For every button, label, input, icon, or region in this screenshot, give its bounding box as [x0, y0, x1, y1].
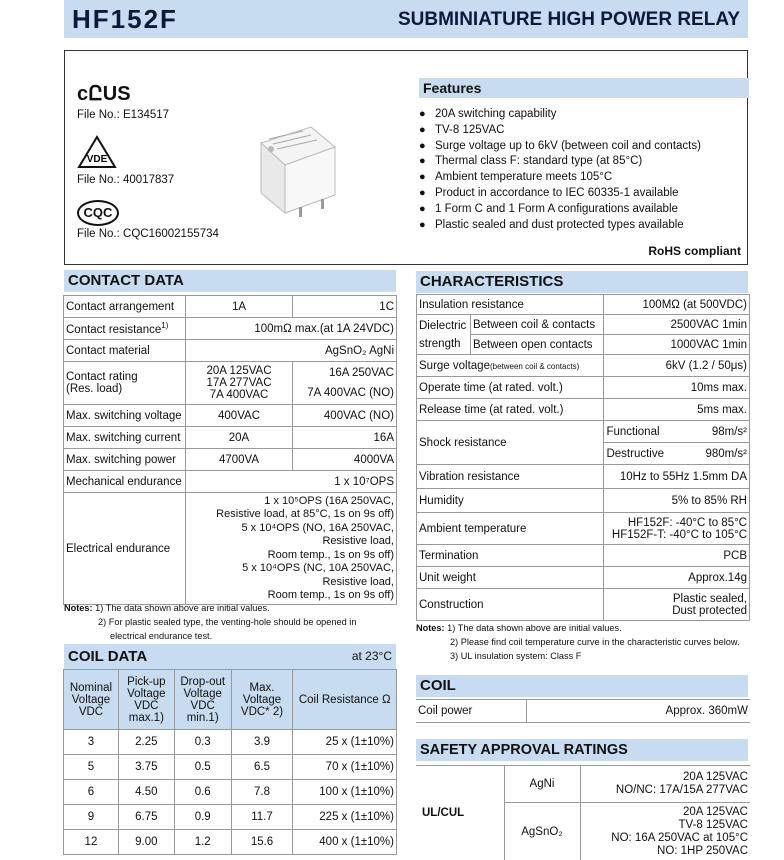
row-label: Operate time (at rated. volt.)	[417, 377, 604, 399]
note-text: 1) The data shown above are initial values.	[447, 623, 622, 633]
value-line: HF152F-T: -40°C to 105°C	[611, 528, 747, 541]
ul-logo: cԸUS	[77, 83, 131, 105]
nominal-voltage: 3	[64, 730, 119, 755]
row-value: 1 x 10⁷OPS	[185, 471, 396, 493]
pickup-voltage: 3.75	[118, 755, 174, 780]
table-row	[64, 449, 397, 471]
features-title: Features	[419, 78, 749, 98]
dropout-voltage: 0.5	[174, 755, 231, 780]
contact-data-table	[63, 295, 397, 605]
column-header: Drop-out Voltage VDC min.1)	[174, 670, 231, 730]
cqc-logo: CQC	[77, 200, 119, 226]
coil-resistance: 70 x (1±10%)	[293, 755, 397, 780]
characteristics-notes	[416, 621, 761, 663]
model-title: HF152F	[72, 4, 178, 34]
feature-item: ● Plastic sealed and dust protected types available	[419, 218, 749, 234]
rating-value	[580, 766, 750, 803]
vde-file-no: File No.: 40017837	[77, 174, 175, 186]
pickup-voltage: 9.00	[118, 830, 174, 855]
feature-item: ● Ambient temperature meets 105°C	[419, 170, 749, 186]
value-1a: 20A	[185, 427, 293, 449]
value-line: NO: 16A 250VAC at 105°C	[611, 831, 748, 844]
relay-image	[255, 121, 339, 221]
row-label: Mechanical endurance	[64, 471, 186, 493]
table-header-row	[64, 670, 397, 730]
row-value: 5ms max.	[604, 399, 750, 421]
row-label: Termination	[417, 545, 604, 567]
value-1c: 16A	[293, 427, 397, 449]
characteristics-table	[416, 294, 750, 621]
pickup-voltage: 6.75	[118, 805, 174, 830]
group-label: UL/CUL	[416, 766, 504, 860]
table-row	[417, 315, 750, 335]
note-line: electrical endurance test.	[110, 631, 213, 641]
features-list	[419, 107, 749, 233]
column-header: Nominal Voltage VDC	[64, 670, 119, 730]
coil-resistance: 100 x (1±10%)	[293, 780, 397, 805]
cqc-file-no: File No.: CQC16002155734	[77, 228, 219, 240]
value-line: 16A 250VAC	[328, 367, 394, 379]
value-1a: 400VAC	[185, 405, 293, 427]
contact-notes	[64, 601, 399, 643]
safety-table	[416, 765, 750, 860]
safety-title: SAFETY APPROVAL RATINGS	[416, 739, 748, 761]
table-row	[417, 489, 750, 513]
row-label: Max. switching current	[64, 427, 186, 449]
value-line: NO/NC: 17A/15A 277VAC	[615, 784, 748, 796]
material-label: AgNi	[504, 766, 580, 803]
row-value: AgSnO₂ AgNi	[185, 340, 396, 362]
coil-data-table	[63, 669, 397, 855]
value-line: 20A 125VAC	[682, 805, 748, 818]
table-row	[417, 513, 750, 545]
table-row	[417, 465, 750, 489]
material-label: AgSnO₂	[504, 803, 580, 860]
ul-file-no: File No.: E134517	[77, 109, 170, 121]
dropout-voltage: 0.9	[174, 805, 231, 830]
coil-title: COIL	[416, 675, 748, 697]
table-row	[64, 805, 397, 830]
nominal-voltage: 5	[64, 755, 119, 780]
coil-resistance: 400 x (1±10%)	[293, 830, 397, 855]
sub-label: Destructive	[606, 447, 664, 460]
table-row	[64, 405, 397, 427]
row-label-line: Contact rating	[66, 371, 138, 383]
row-value: 5% to 85% RH	[604, 489, 750, 513]
row-label: Construction	[417, 589, 604, 621]
row-label: Release time (at rated. volt.)	[417, 399, 604, 421]
nominal-voltage: 9	[64, 805, 119, 830]
rating-value	[580, 803, 750, 860]
value-line: Resistive load,	[322, 575, 394, 588]
vde-logo-text: VDE	[86, 154, 108, 165]
table-row	[64, 318, 397, 340]
column-header: Coil Resistance Ω	[293, 670, 397, 730]
value-line: Resistive load,	[322, 535, 394, 547]
row-value: 6kV (1.2 / 50μs)	[604, 355, 750, 377]
header-bar	[64, 0, 748, 38]
value-line: Resistive load, at 85°C, 1s on 9s off)	[216, 508, 394, 520]
footnote-ref: 1)	[161, 321, 169, 331]
row-label-text: Contact resistance	[66, 323, 162, 336]
row-value: 10ms max.	[604, 377, 750, 399]
value-line: 7A 400VAC	[209, 389, 269, 401]
note-line: 2) Please find coil temperature curve in the characteristic curves below.	[450, 637, 740, 647]
notes-label: Notes:	[416, 623, 445, 633]
note-line: 3) UL insulation system: Class F	[450, 651, 582, 661]
row-label	[417, 421, 604, 465]
row-label: Humidity	[417, 489, 604, 513]
row-label: Vibration resistance	[417, 465, 604, 489]
pickup-voltage: 4.50	[118, 780, 174, 805]
value-line: 5 x 10⁴OPS (NC, 10A 250VAC,	[242, 562, 394, 574]
table-row	[64, 830, 397, 855]
row-label: Contact material	[64, 340, 186, 362]
table-row	[417, 589, 750, 621]
row-label: Ambient temperature	[417, 513, 604, 545]
product-subtitle: SUBMINIATURE HIGH POWER RELAY	[397, 9, 740, 30]
table-row	[64, 730, 397, 755]
row-label-line: (Res. load)	[66, 383, 123, 395]
dropout-voltage: 0.6	[174, 780, 231, 805]
coil-data-temp: at 23°C	[351, 649, 392, 663]
value-text: 980m/s²	[705, 447, 747, 460]
value-line: Plastic sealed,	[672, 592, 747, 605]
row-label: Insulation resistance	[417, 295, 604, 315]
row-label	[417, 355, 604, 377]
row-label	[417, 315, 471, 355]
table-row	[64, 493, 397, 605]
max-voltage: 11.7	[231, 805, 293, 830]
value-line: 5 x 10⁴OPS (NO, 16A 250VAC,	[241, 521, 394, 534]
row-value	[604, 443, 750, 465]
row-value	[604, 421, 750, 443]
table-row	[64, 755, 397, 780]
value-line: HF152F: -40°C to 85°C	[627, 516, 747, 529]
pickup-voltage: 2.25	[118, 730, 174, 755]
row-value: Approx. 360mW	[526, 700, 750, 723]
feature-item: ● Thermal class F: standard type (at 85°C)	[419, 154, 749, 170]
characteristics-title: CHARACTERISTICS	[416, 271, 748, 293]
feature-item: ● 1 Form C and 1 Form A configurations available	[419, 202, 749, 218]
table-row	[417, 421, 750, 443]
row-label: Electrical endurance	[64, 493, 186, 605]
rohs-label: RoHS compliant	[648, 244, 741, 258]
row-label: Unit weight	[417, 567, 604, 589]
row-label	[64, 318, 186, 340]
table-row	[64, 362, 397, 405]
table-row	[417, 355, 750, 377]
row-label: Coil power	[416, 700, 526, 723]
certifications	[77, 81, 257, 240]
value-1c: 400VAC (NO)	[293, 405, 397, 427]
row-label	[64, 362, 186, 405]
value-line: 1 x 10⁵OPS (16A 250VAC,	[264, 494, 394, 507]
coil-table	[416, 699, 750, 723]
row-label: Max. switching power	[64, 449, 186, 471]
row-value: 2500VAC 1min	[604, 315, 750, 335]
row-value	[604, 513, 750, 545]
row-label: Max. switching voltage	[64, 405, 186, 427]
row-label-small: (between coil & contacts)	[489, 361, 580, 371]
value-line: NO: 1HP 250VAC	[657, 844, 748, 857]
nominal-voltage: 6	[64, 780, 119, 805]
coil-data-title	[64, 644, 396, 669]
value-line: 20A 125VAC	[206, 365, 272, 377]
value-line: 17A 277VAC	[206, 377, 272, 389]
table-row	[64, 780, 397, 805]
max-voltage: 6.5	[231, 755, 293, 780]
row-value	[185, 493, 396, 605]
table-row	[64, 427, 397, 449]
table-row	[417, 567, 750, 589]
max-voltage: 15.6	[231, 830, 293, 855]
note-line	[416, 621, 761, 635]
table-row	[416, 766, 750, 803]
table-row	[64, 296, 397, 318]
coil-resistance: 225 x (1±10%)	[293, 805, 397, 830]
row-value: 100mΩ max.(at 1A 24VDC)	[185, 318, 396, 340]
row-label-text: Shock resistance	[419, 436, 507, 449]
row-label-text: Surge voltage	[419, 359, 490, 372]
nominal-voltage: 12	[64, 830, 119, 855]
note-text: 1) The data shown above are initial values.	[95, 603, 270, 613]
table-row	[416, 700, 750, 723]
table-row	[417, 399, 750, 421]
value-line: Room temp., 1s on 9s off)	[267, 548, 394, 561]
value-line: 20A 125VAC	[682, 771, 748, 783]
contact-data-title: CONTACT DATA	[64, 270, 396, 292]
value-1a: 4700VA	[185, 449, 293, 471]
column-header: Max. Voltage VDC* 2)	[231, 670, 293, 730]
table-row	[417, 295, 750, 315]
table-row	[64, 340, 397, 362]
value-line: Dust protected	[672, 604, 747, 617]
row-label: Contact arrangement	[64, 296, 186, 318]
feature-item: ● Surge voltage up to 6kV (between coil and contacts)	[419, 139, 749, 155]
notes-label: Notes:	[64, 603, 93, 613]
value-1a	[185, 362, 293, 405]
table-row	[417, 545, 750, 567]
max-voltage: 3.9	[231, 730, 293, 755]
table-row	[64, 471, 397, 493]
row-label-line: Dielectric	[419, 319, 467, 332]
vde-logo	[77, 135, 117, 169]
dropout-voltage: 1.2	[174, 830, 231, 855]
row-value: 100MΩ (at 500VDC)	[604, 295, 750, 315]
value-1c	[293, 362, 397, 405]
row-value	[604, 589, 750, 621]
column-header: Pick-up Voltage VDC max.1)	[118, 670, 174, 730]
note-line: 2) For plastic sealed type, the venting-hole should be opened in	[98, 617, 357, 627]
table-row	[417, 377, 750, 399]
value-1c: 4000VA	[293, 449, 397, 471]
sub-label: Between coil & contacts	[470, 315, 603, 335]
feature-item: ● 20A switching capability	[419, 107, 749, 123]
coil-data-title-text: COIL DATA	[68, 648, 148, 665]
value-line: TV-8 125VAC	[678, 818, 748, 831]
row-value: PCB	[604, 545, 750, 567]
row-label-line: strength	[419, 337, 461, 350]
row-value: Approx.14g	[604, 567, 750, 589]
max-voltage: 7.8	[231, 780, 293, 805]
value-1c: 1C	[293, 296, 397, 318]
feature-item: ● Product in accordance to IEC 60335-1 available	[419, 186, 749, 202]
sub-label: Between open contacts	[470, 335, 603, 355]
row-value: 1000VAC 1min	[604, 335, 750, 355]
note-line	[64, 601, 399, 615]
dropout-voltage: 0.3	[174, 730, 231, 755]
overview-box	[64, 50, 748, 265]
row-value: 10Hz to 55Hz 1.5mm DA	[604, 465, 750, 489]
feature-item: ● TV-8 125VAC	[419, 123, 749, 139]
value-line: 7A 400VAC (NO)	[307, 387, 394, 399]
value-line: Room temp., 1s on 9s off)	[267, 589, 394, 601]
value-text: 98m/s²	[711, 425, 747, 438]
value-1a: 1A	[185, 296, 293, 318]
coil-resistance: 25 x (1±10%)	[293, 730, 397, 755]
sub-label: Functional	[606, 425, 660, 438]
